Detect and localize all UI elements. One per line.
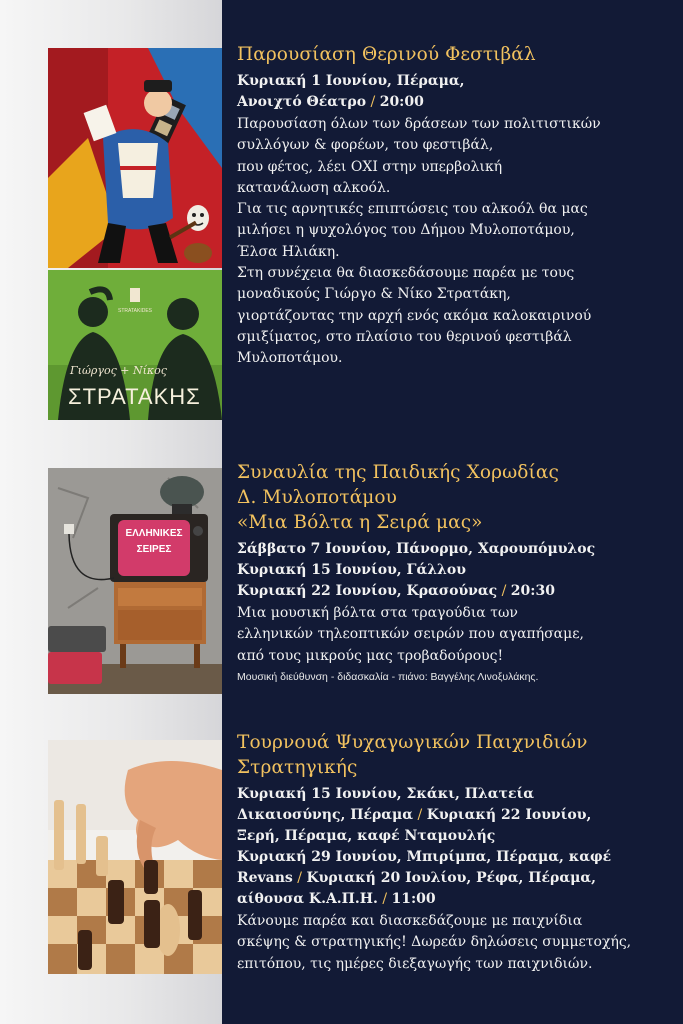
schedule-text: αίθουσα Κ.Α.Π.Η. xyxy=(237,891,378,907)
event-schedule xyxy=(237,539,647,602)
svg-text:ΕΛΛΗΝΙΚΕΣ: ΕΛΛΗΝΙΚΕΣ xyxy=(125,528,183,539)
dancer-poster-image xyxy=(48,48,222,268)
svg-text:ΣΕΙΡΕΣ: ΣΕΙΡΕΣ xyxy=(136,544,172,555)
event-title xyxy=(237,730,647,780)
description-line: επιτόπου, τις ημέρες διεξαγωγής των παιχνιδιών. xyxy=(237,955,593,972)
description-line: Μια μουσική βόλτα στα τραγούδια των xyxy=(237,605,518,621)
schedule-separator: / xyxy=(413,807,427,823)
chess-hand-photo xyxy=(48,740,222,974)
schedule-text: Δικαιοσύνης, Πέραμα xyxy=(237,807,414,823)
event-strategy-games xyxy=(237,730,647,975)
schedule-line xyxy=(237,826,647,847)
stratakis-album-image xyxy=(48,270,222,420)
schedule-line xyxy=(237,847,647,868)
description-line: από τους μικρούς μας τροβαδούρους! xyxy=(237,647,504,664)
event-schedule xyxy=(237,784,647,910)
schedule-line xyxy=(237,539,647,560)
schedule-text: Ξερή, Πέραμα, καφέ Νταμουλής xyxy=(237,828,496,844)
schedule-time: 11:00 xyxy=(391,891,436,907)
schedule-text: Κυριακή 20 Ιουλίου, Ρέφα, Πέραμα, xyxy=(306,870,597,886)
description-line: ελληνικών τηλεοπτικών σειρών που αγαπήσαμε, xyxy=(237,626,584,643)
description-line: μιλήσει η ψυχολόγος του Δήμου Μυλοποτάμου, xyxy=(237,222,575,239)
event-description xyxy=(237,114,647,370)
description-line: συλλόγων & φορέων, του φεστιβάλ, xyxy=(237,137,494,154)
description-line: σμιξίματος, στο πλαίσιο του θερινού φεστιβάλ xyxy=(237,328,572,345)
schedule-text: Ανοιχτό Θέατρο xyxy=(237,94,367,110)
event-description xyxy=(237,911,647,975)
title-line: Στρατηγικής xyxy=(237,757,358,778)
schedule-text: Κυριακή 15 Ιουνίου, Σκάκι, Πλατεία xyxy=(237,786,535,802)
schedule-text: Κυριακή 15 Ιουνίου, Γάλλου xyxy=(237,562,466,578)
schedule-line xyxy=(237,581,647,602)
svg-text:Γιώργος + Νίκος: Γιώργος + Νίκος xyxy=(70,364,167,377)
event-credit: Μουσική διεύθυνση - διδασκαλία - πιάνο: Βαγγέλης Λινοξυλάκης. xyxy=(237,670,539,683)
schedule-line xyxy=(237,805,647,826)
event-summer-festival xyxy=(237,42,647,370)
description-line: Στη συνέχεια θα διασκεδάσουμε παρέα με τους xyxy=(237,265,575,282)
description-line: Κάνουμε παρέα και διασκεδάζουμε με παιχνίδια xyxy=(237,913,583,929)
event-schedule xyxy=(237,71,647,113)
title-line: Τουρνουά Ψυχαγωγικών Παιχνιδιών xyxy=(237,732,588,753)
schedule-separator: / xyxy=(377,891,392,907)
title-line: Παρουσίαση Θερινού Φεστιβάλ xyxy=(237,44,536,65)
svg-text:ΣΤΡΑΤΑΚΗΣ: ΣΤΡΑΤΑΚΗΣ xyxy=(68,384,201,409)
description-line: Έλσα Ηλιάκη. xyxy=(237,243,340,260)
schedule-line xyxy=(237,784,647,805)
schedule-line xyxy=(237,868,647,889)
schedule-line xyxy=(237,889,647,910)
schedule-line xyxy=(237,560,647,581)
description-line: που φέτος, λέει ΟΧΙ στην υπερβολική xyxy=(237,158,503,175)
event-title xyxy=(237,42,647,67)
stratakis-album-cover xyxy=(48,270,222,420)
schedule-text: Σάββατο 7 Ιουνίου, Πάνορμο, Χαρουπόμυλος xyxy=(237,541,596,557)
chess-hand-image xyxy=(48,740,222,974)
description-line: γιορτάζοντας την αρχή ενός ακόμα καλοκαιρινού xyxy=(237,307,592,324)
schedule-line xyxy=(237,71,647,92)
schedule-time: 20:30 xyxy=(510,583,555,599)
title-line: «Μια Βόλτα η Σειρά μας» xyxy=(237,512,483,533)
title-line: Συναυλία της Παιδικής Χορωδίας xyxy=(237,462,559,483)
schedule-line xyxy=(237,92,647,113)
schedule-separator: / xyxy=(292,870,307,886)
schedule-text: Revans xyxy=(237,870,293,886)
schedule-text: Κυριακή 29 Ιουνίου, Μπιρίμπα, Πέραμα, καφέ xyxy=(237,849,612,865)
schedule-separator: / xyxy=(366,94,380,110)
event-title xyxy=(237,460,647,535)
schedule-time: 20:00 xyxy=(379,94,424,110)
description-line: Μυλοποτάμου. xyxy=(237,350,343,367)
dancer-poster-illustration xyxy=(48,48,222,268)
retro-tv-image xyxy=(48,468,222,694)
schedule-text: Κυριακή 1 Ιουνίου, Πέραμα, xyxy=(237,73,465,89)
schedule-text: Κυριακή 22 Ιουνίου, Κρασούνας xyxy=(237,583,498,599)
event-children-choir xyxy=(237,460,647,683)
description-line: κατανάλωση αλκοόλ. xyxy=(237,179,391,196)
schedule-separator: / xyxy=(497,583,511,599)
event-description xyxy=(237,603,647,667)
description-line: μοναδικούς Γιώργο & Νίκο Στρατάκη, xyxy=(237,286,511,303)
schedule-text: Κυριακή 22 Ιουνίου, xyxy=(426,807,592,823)
description-line: σκέψης & στρατηγικής! Δωρεάν δηλώσεις συμμετοχής, xyxy=(237,934,632,951)
description-line: Για τις αρνητικές επιπτώσεις του αλκοόλ θα μας xyxy=(237,201,588,218)
title-line: Δ. Μυλοποτάμου xyxy=(237,487,398,508)
description-line: Παρουσίαση όλων των δράσεων των πολιτιστικών xyxy=(237,116,601,132)
retro-tv-photo xyxy=(48,468,222,694)
svg-text:STRATAKIDES: STRATAKIDES xyxy=(118,308,152,314)
